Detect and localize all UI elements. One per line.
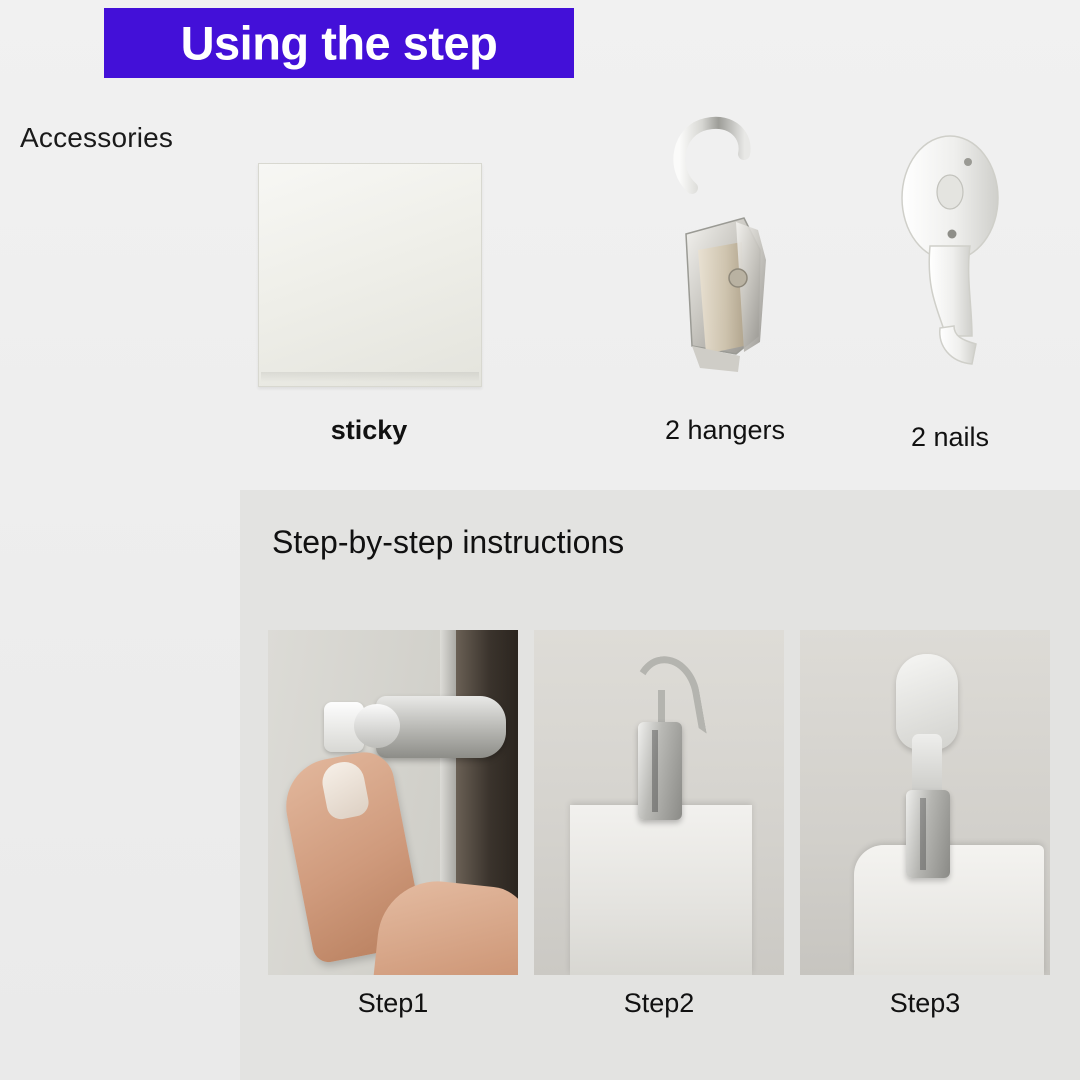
page-title: Using the step — [180, 16, 498, 70]
step-photo-row — [268, 630, 1052, 975]
step-caption-2: Step2 — [623, 988, 695, 1018]
accessory-caption-nails: 2 nails — [910, 422, 990, 452]
steps-panel — [240, 490, 1080, 1080]
step-caption-1: Step1 — [357, 988, 429, 1018]
nail-hook-icon — [880, 130, 1020, 380]
step-caption-3: Step3 — [889, 988, 961, 1018]
steps-title: Step-by-step instructions — [272, 524, 625, 560]
title-banner — [104, 8, 574, 78]
step-caption-row — [268, 988, 1052, 1019]
hanger-clip-svg — [640, 110, 805, 380]
step-photo-1 — [268, 630, 518, 975]
nail-hook-svg — [880, 130, 1020, 380]
step-photo-2 — [534, 630, 784, 975]
accessory-caption-sticky: sticky — [330, 415, 408, 445]
adhesive-pad-icon — [258, 163, 482, 387]
step-photo-3 — [800, 630, 1050, 975]
accessories-section-label: Accessories — [20, 122, 174, 153]
hanger-clip-icon — [640, 110, 805, 380]
accessory-caption-hangers: 2 hangers — [664, 415, 786, 445]
